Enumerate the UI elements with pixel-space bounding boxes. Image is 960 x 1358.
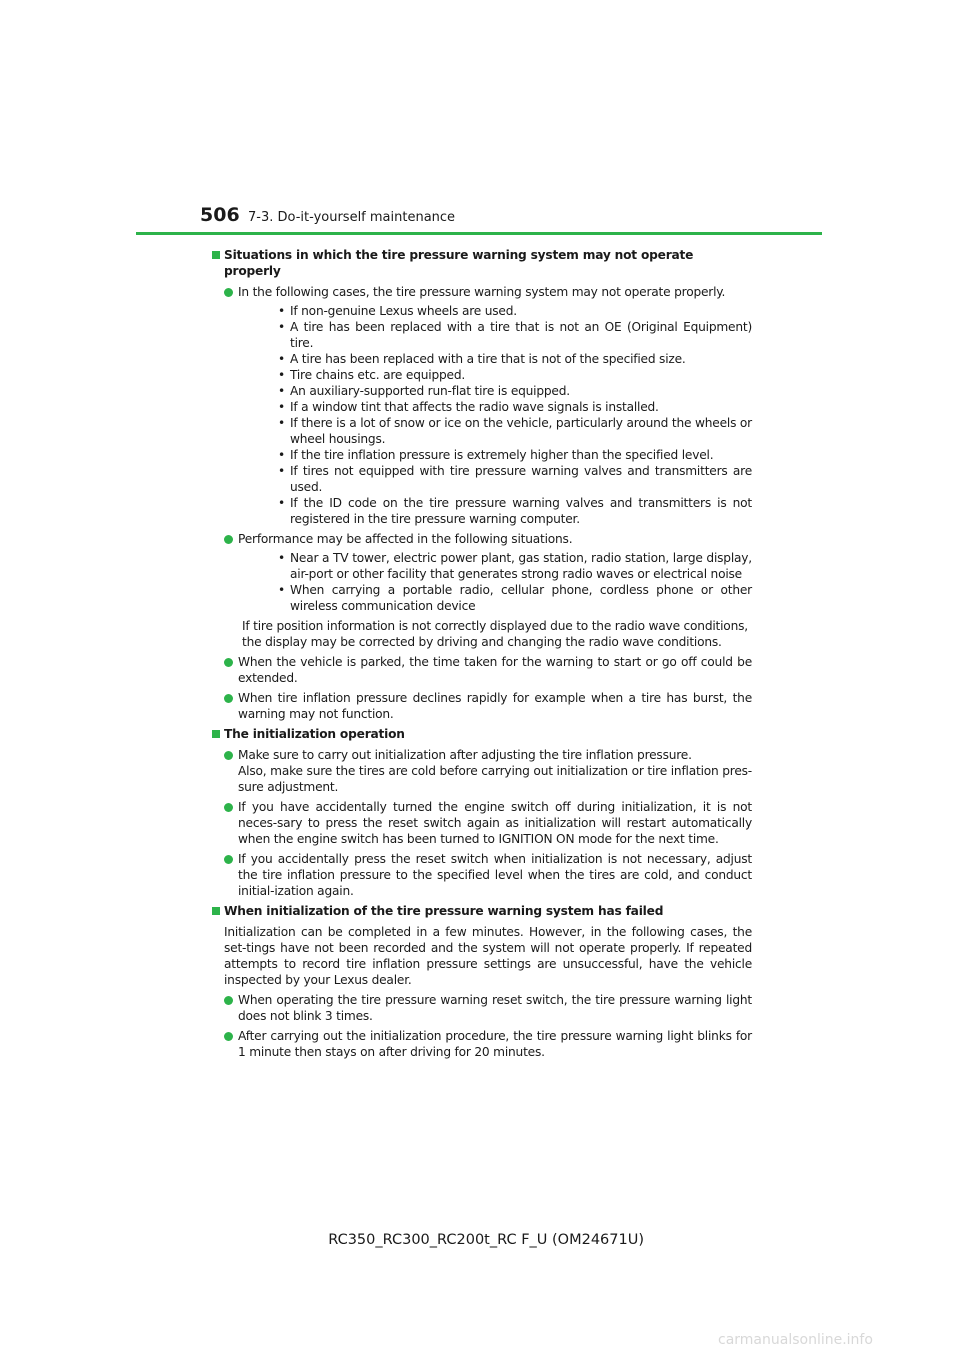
sub-list-item: • Near a TV tower, electric power plant, gas station, radio station, large display, air-port or other facility that generates strong radio waves or electrical noise [278,550,752,582]
circle-bullet-icon [224,694,233,703]
circle-bullet-icon [224,996,233,1005]
footer-model-code: RC350_RC300_RC200t_RC F_U (OM24671U) [328,1232,644,1248]
circle-bullet-icon [224,288,233,297]
list-item: When tire inflation pressure declines rapidly for example when a tire has burst, the warning may not function. [212,690,752,722]
sub-list-item: • If non-genuine Lexus wheels are used. [278,303,752,319]
sub-list-item: • If the ID code on the tire pressure warning valves and transmitters is not registered in the tire pressure warning computer. [278,495,752,527]
sub-list [238,303,752,527]
section-title: 7-3. Do-it-yourself maintenance [248,210,456,225]
section-heading: Situations in which the tire pressure warning system may not operate properly [212,247,752,279]
circle-bullet-icon [224,751,233,760]
circle-bullet-icon [224,803,233,812]
sub-list-item: • If tires not equipped with tire pressure warning valves and transmitters are used. [278,463,752,495]
circle-bullet-icon [224,535,233,544]
sub-list-item: • If the tire inflation pressure is extremely higher than the specified level. [278,447,752,463]
sub-list-item: • A tire has been replaced with a tire that is not of the specified size. [278,351,752,367]
section-heading: When initialization of the tire pressure warning system has failed [212,903,752,919]
list-item: When operating the tire pressure warning reset switch, the tire pressure warning light does not blink 3 times. [212,992,752,1024]
main-content [212,243,752,1064]
section-heading: The initialization operation [212,726,752,742]
circle-bullet-icon [224,855,233,864]
circle-bullet-icon [224,1032,233,1041]
sub-list-item: • An auxiliary-supported run-flat tire is equipped. [278,383,752,399]
list-item: Performance may be affected in the following situations. • Near a TV tower, electric power plant, gas station, radio station, large display, air-port or other facility that generates strong radio waves or electrical noise • When carrying a portable radio, cellular phone, cordless phone or other wireless communication device [212,531,752,614]
list-item: In the following cases, the tire pressure warning system may not operate properly. • If non-genuine Lexus wheels are used. • A tire has been replaced with a tire that is not an OE (Original Equipment) tire. • A tire has been replaced with a tire that is not of the specified size. • Tire chains etc. are equipped. • An auxiliary-supported run-flat tire is equipped. • If a window tint that affects the radio wave signals is installed. • If there is a lot of snow or ice on the vehicle, particularly around the wheels or wheel housings. • If the tire inflation pressure is extremely higher than the specified level. • If tires not equipped with tire pressure warning valves and transmitters are used. • If the ID code on the tire pressure warning valves and transmitters is not registered in the tire pressure warning computer. [212,284,752,527]
list-item: When the vehicle is parked, the time taken for the warning to start or go off could be extended. [212,654,752,686]
note-text: If tire position information is not correctly displayed due to the radio wave conditions, the display may be corrected by driving and changing the radio wave conditions. [242,619,748,649]
header-rule [136,232,822,235]
square-bullet-icon [212,251,220,259]
paragraph: Initialization can be completed in a few minutes. However, in the following cases, the set-tings have not been recorded and the system will not operate properly. If repeated attempts to record tire inflation pressure settings are unsuccessful, have the vehicle inspected by your Lexus dealer. [224,925,752,987]
circle-bullet-icon [224,658,233,667]
list-item: If you accidentally press the reset switch when initialization is not necessary, adjust the tire inflation pressure to the specified level when the tires are cold, and conduct initial-ization again. [212,851,752,899]
square-bullet-icon [212,907,220,915]
sub-list [238,550,752,614]
sub-list-item: • A tire has been replaced with a tire that is not an OE (Original Equipment) tire. [278,319,752,351]
list-item: If you have accidentally turned the engine switch off during initialization, it is not neces-sary to press the reset switch again as initialization will restart automatically when the engine switch has been turned to IGNITION ON mode for the next time. [212,799,752,847]
square-bullet-icon [212,730,220,738]
sub-list-item: • If a window tint that affects the radio wave signals is installed. [278,399,752,415]
page-number: 506 [200,204,240,226]
watermark: carmanualsonline.info [718,1332,873,1348]
list-item: After carrying out the initialization procedure, the tire pressure warning light blinks for 1 minute then stays on after driving for 20 minutes. [212,1028,752,1060]
list-item: Make sure to carry out initialization after adjusting the tire inflation pressure. Also, make sure the tires are cold before carrying out initialization or tire inflation pres-sure adjustment. [212,747,752,795]
sub-list-item: • If there is a lot of snow or ice on the vehicle, particularly around the wheels or wheel housings. [278,415,752,447]
sub-list-item: • When carrying a portable radio, cellular phone, cordless phone or other wireless communication device [278,582,752,614]
sub-list-item: • Tire chains etc. are equipped. [278,367,752,383]
